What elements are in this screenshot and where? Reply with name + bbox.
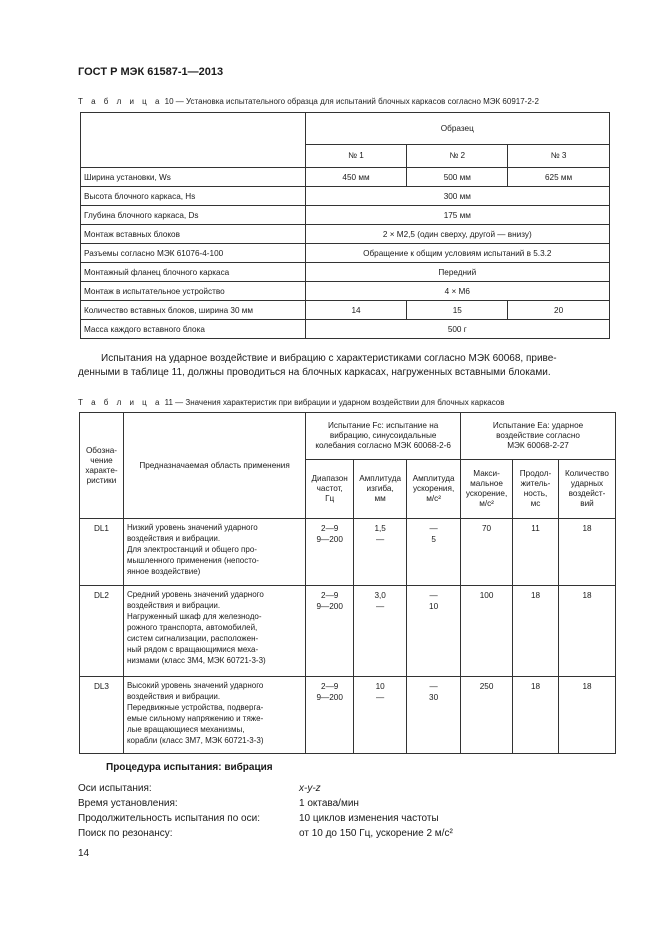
cell-accel (407, 519, 461, 586)
cell-value: Обращение к общим условиям испытаний в 5.3.2 (305, 244, 609, 263)
cell-count: 18 (558, 677, 615, 754)
table-row (81, 168, 610, 187)
table11 (79, 412, 616, 754)
cell-value: 300 мм (305, 187, 609, 206)
header-line: м/с² (426, 494, 441, 503)
row-code: DL1 (80, 519, 124, 586)
table11-caption-prefix: Т а б л и ц а (78, 398, 163, 407)
header-line: ускорения, (412, 484, 455, 493)
table10 (80, 112, 610, 339)
table-row (81, 282, 610, 301)
header-line: Продол- (519, 469, 552, 478)
cell-line: 9—200 (316, 602, 343, 611)
header-designation-line: ристики (86, 475, 117, 485)
row-label: Монтажный фланец блочного каркаса (81, 263, 306, 282)
cell-duration: 18 (513, 677, 559, 754)
desc-line: ный рядом с вращающимися меха- (126, 645, 259, 654)
row-description (123, 519, 305, 586)
cell-line: — (429, 591, 438, 600)
row-code: DL2 (80, 586, 124, 677)
cell-line: — (376, 693, 385, 702)
cell-bend (354, 586, 407, 677)
cell-range (306, 586, 354, 677)
desc-line: Нагруженный шкаф для железнодо- (126, 612, 262, 621)
cell-line: 2—9 (321, 682, 339, 691)
cell-line: 10 (429, 602, 439, 611)
header-fc (306, 413, 461, 460)
paragraph-line-2: денными в таблице 11, должны проводиться на блочных каркасах, нагруженных вставными блоками. (78, 367, 551, 378)
desc-line: мышленного применения (непосто- (126, 556, 259, 565)
header-line: Количество (565, 469, 609, 478)
desc-line: Низкий уровень значений ударного (126, 523, 258, 532)
table-row (81, 244, 610, 263)
table-row (80, 586, 616, 677)
row-description (123, 677, 305, 754)
cell-line: 2—9 (321, 591, 339, 600)
cell-max-accel: 70 (461, 519, 513, 586)
cell-line: — (376, 535, 385, 544)
desc-line: воздействия и вибрации. (126, 534, 221, 543)
cell-value: 500 мм (407, 168, 508, 187)
row-description (123, 586, 305, 677)
header-line: воздейст- (568, 489, 606, 498)
cell-max-accel: 100 (461, 586, 513, 677)
desc-line: Передвижные устройства, подверга- (126, 703, 264, 712)
header-line: Амплитуда (359, 474, 402, 483)
desc-line: рожного транспорта, автомобилей, (126, 623, 258, 632)
header-designation-line: характе- (85, 465, 118, 475)
header-range (306, 460, 354, 519)
cell-range (306, 677, 354, 754)
desc-line: Высокий уровень значений ударного (126, 681, 264, 690)
cell-value: 14 (305, 301, 407, 320)
table11-caption (78, 398, 505, 407)
desc-line: емые сильному напряжению и тяже- (126, 714, 264, 723)
cell-duration: 11 (513, 519, 559, 586)
cell-count: 18 (558, 519, 615, 586)
header-line: ускорение, (465, 489, 508, 498)
cell-line: 2—9 (321, 524, 339, 533)
cell-value: 450 мм (305, 168, 407, 187)
header-fc-line: Испытание Fc: испытание на (328, 421, 439, 430)
header-line: мальное (470, 479, 503, 488)
desc-line: лые вращающиеся механизмы, (126, 725, 245, 734)
cell-accel (407, 677, 461, 754)
cell-line: 30 (429, 693, 439, 702)
procedure-label-2: Время установления: (78, 798, 178, 809)
table10-caption-text: 10 — Установка испытательного образца для испытаний блочных каркасов согласно МЭК 60917-2-2 (164, 97, 539, 106)
cell-duration: 18 (513, 586, 559, 677)
header-designation-line: чение (90, 455, 113, 465)
row-label: Высота блочного каркаса, Hs (81, 187, 306, 206)
desc-line: воздействия и вибрации. (126, 601, 221, 610)
paragraph-line-1: Испытания на ударное воздействие и вибрацию с характеристиками согласно МЭК 60068, приве- (101, 353, 557, 364)
header-ea-line: воздействие согласно (496, 431, 580, 440)
header-accel (407, 460, 461, 519)
cell-value: 500 г (305, 320, 609, 339)
cell-line: — (429, 524, 438, 533)
header-line: ударных (570, 479, 604, 488)
procedure-value-1: x-y-z (299, 783, 321, 794)
procedure-title: Процедура испытания: вибрация (106, 762, 273, 773)
cell-value: 2 × M2,5 (один сверху, другой — внизу) (305, 225, 609, 244)
header-designation (80, 413, 124, 519)
cell-line: 1,5 (374, 524, 386, 533)
cell-value: 175 мм (305, 206, 609, 225)
row-label: Глубина блочного каркаса, Ds (81, 206, 306, 225)
header-line: ность, (523, 489, 548, 498)
header-line: Амплитуда (412, 474, 455, 483)
table-row (81, 225, 610, 244)
table10-sample-header: Образец (305, 113, 609, 145)
header-bend (354, 460, 407, 519)
procedure-value-3: 10 циклов изменения частоты (299, 813, 439, 824)
header-ea-line: Испытание Ea: ударное (492, 421, 584, 430)
row-label: Количество вставных блоков, ширина 30 мм (81, 301, 306, 320)
desc-line: янное воздействие) (126, 567, 201, 576)
header-ea-line: МЭК 60068-2-27 (507, 441, 569, 450)
table10-sample-3: № 3 (508, 144, 610, 167)
cell-line: 9—200 (316, 535, 343, 544)
table11-caption-text: 11 — Значения характеристик при вибрации и ударном воздействии для блочных каркасов (164, 398, 505, 407)
header-fc-line: колебания согласно МЭК 60068-2-6 (315, 441, 451, 450)
table-row (81, 263, 610, 282)
table-row (80, 519, 616, 586)
standard-header: ГОСТ Р МЭК 61587-1—2013 (78, 66, 224, 78)
table-row (80, 677, 616, 754)
row-label: Монтаж вставных блоков (81, 225, 306, 244)
cell-line: — (429, 682, 438, 691)
row-label: Монтаж в испытательное устройство (81, 282, 306, 301)
procedure-label-3: Продолжительность испытания по оси: (78, 813, 260, 824)
header-line: мм (374, 494, 386, 503)
cell-range (306, 519, 354, 586)
row-label: Ширина установки, Ws (81, 168, 306, 187)
desc-line: воздействия и вибрации. (126, 692, 221, 701)
header-application: Предназначаемая область применения (123, 413, 305, 519)
header-ea (461, 413, 616, 460)
cell-line: 10 (375, 682, 385, 691)
header-line: Гц (325, 494, 335, 503)
header-count (558, 460, 615, 519)
cell-line: 5 (431, 535, 436, 544)
header-line: частот, (316, 484, 343, 493)
table10-sample-2: № 2 (407, 144, 508, 167)
cell-line: — (376, 602, 385, 611)
cell-count: 18 (558, 586, 615, 677)
table10-sample-1: № 1 (305, 144, 407, 167)
header-line: вий (580, 499, 594, 508)
header-designation-line: Обозна- (85, 445, 118, 455)
header-duration (513, 460, 559, 519)
table10-corner (81, 113, 306, 168)
cell-value: Передний (305, 263, 609, 282)
desc-line: Средний уровень значений ударного (126, 590, 264, 599)
header-line: Макси- (473, 469, 500, 478)
cell-bend (354, 519, 407, 586)
procedure-label-4: Поиск по резонансу: (78, 828, 173, 839)
header-fc-line: вибрацию, синусоидальные (329, 431, 437, 440)
row-label: Разъемы согласно МЭК 61076-4-100 (81, 244, 306, 263)
header-line: м/с² (479, 499, 494, 508)
table-row (81, 320, 610, 339)
header-line: мс (530, 499, 541, 508)
cell-line: 3,0 (374, 591, 386, 600)
procedure-label-1: Оси испытания: (78, 783, 152, 794)
row-label: Масса каждого вставного блока (81, 320, 306, 339)
table10-caption (78, 97, 539, 106)
desc-line: низмами (класс 3M4, МЭК 60721-3-3) (126, 656, 266, 665)
header-line: житель- (520, 479, 551, 488)
cell-value: 15 (407, 301, 508, 320)
header-line: Диапазон (311, 474, 348, 483)
table10-caption-prefix: Т а б л и ц а (78, 97, 163, 106)
desc-line: корабли (класс 3M7, МЭК 60721-3-3) (126, 736, 264, 745)
table-row (81, 301, 610, 320)
cell-value: 4 × M6 (305, 282, 609, 301)
cell-max-accel: 250 (461, 677, 513, 754)
cell-line: 9—200 (316, 693, 343, 702)
cell-value: 20 (508, 301, 610, 320)
row-code: DL3 (80, 677, 124, 754)
cell-accel (407, 586, 461, 677)
desc-line: Для электростанций и общего про- (126, 545, 257, 554)
procedure-value-2: 1 октава/мин (299, 798, 359, 809)
procedure-value-4: от 10 до 150 Гц, ускорение 2 м/с² (299, 828, 453, 839)
cell-bend (354, 677, 407, 754)
desc-line: систем сигнализации, расположен- (126, 634, 259, 643)
cell-value: 625 мм (508, 168, 610, 187)
page-number: 14 (78, 848, 90, 859)
header-line: изгиба, (366, 484, 394, 493)
header-max-accel (461, 460, 513, 519)
table-row (81, 187, 610, 206)
table-row (81, 206, 610, 225)
